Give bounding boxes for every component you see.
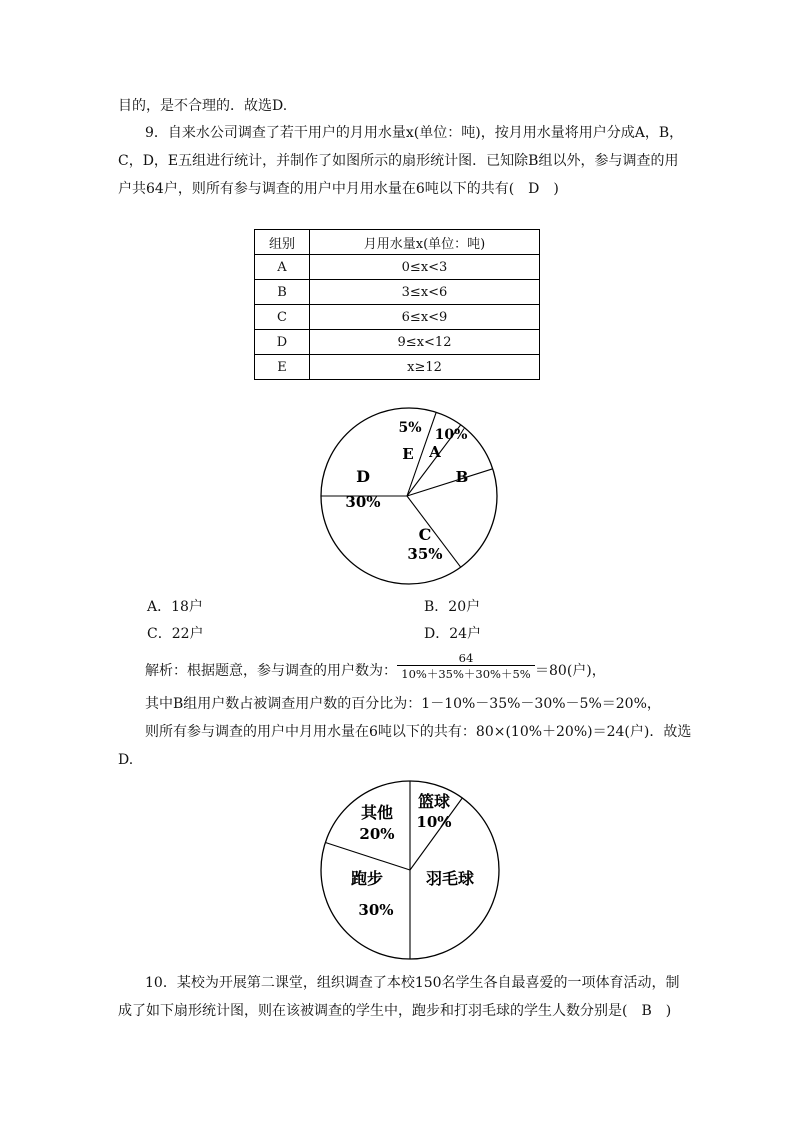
solution-suffix: ＝80(户)，	[535, 663, 606, 679]
pie-label-b: B	[455, 468, 469, 486]
solution-line-2: 其中B组用户数占被调查用户数的百分比为：1－10%－35%－30%－5%＝20%，	[145, 696, 661, 712]
table-row	[255, 255, 540, 280]
table-header-water: 月用水量x(单位：吨)	[310, 230, 540, 255]
table-cell-range: x≥12	[310, 355, 540, 380]
sports-pie-chart	[316, 776, 506, 966]
pie-label-running-percent: 30%	[358, 901, 394, 919]
pie-label-c-percent: 35%	[407, 545, 443, 563]
table-cell-range: 3≤x<6	[310, 280, 540, 305]
pie-label-other-percent: 20%	[359, 825, 395, 843]
pie-label-basketball: 篮球	[417, 792, 451, 811]
table-cell-group: C	[255, 305, 310, 330]
fraction-numerator: 64	[458, 651, 474, 665]
table-cell-range: 9≤x<12	[310, 330, 540, 355]
pie-label-running: 跑步	[350, 869, 384, 888]
question-9-line-2: C，D，E五组进行统计，并制作了如图所示的扇形统计图．已知除B组以外，参与调查的用	[118, 153, 679, 169]
table-row	[255, 280, 540, 305]
solution-prefix: 解析：根据题意，参与调查的用户数为：	[145, 663, 397, 679]
pie-label-a-percent: 10%	[434, 427, 468, 443]
pie-label-c: C	[418, 525, 432, 544]
question-9-line-3: 户共64户，则所有参与调查的用户中月用水量在6吨以下的共有( D )	[118, 181, 559, 197]
pie-label-a: A	[429, 443, 441, 461]
table-header-row	[255, 230, 540, 255]
table-cell-range: 6≤x<9	[310, 305, 540, 330]
question-10-line-2: 成了如下扇形统计图，则在该被调查的学生中，跑步和打羽毛球的学生人数分别是( B )	[118, 1003, 672, 1019]
table-header-group: 组别	[255, 230, 310, 255]
pie-label-d: D	[356, 467, 370, 486]
water-usage-pie-chart	[315, 404, 505, 594]
pie-label-e: E	[402, 445, 414, 463]
solution-line-4: D.	[118, 752, 134, 768]
pie-label-other: 其他	[360, 803, 394, 822]
option-a: A．18户	[147, 599, 203, 615]
table-cell-group: A	[255, 255, 310, 280]
solution-line-3: 则所有参与调查的用户中月用水量在6吨以下的共有：80×(10%＋20%)＝24(户)．故选	[145, 724, 692, 740]
option-b: B．20户	[424, 599, 481, 615]
question-9-line-1: 9．自来水公司调查了若干用户的月用水量x(单位：吨)，按月用水量将用户分成A，B，	[145, 125, 684, 141]
table-row	[255, 305, 540, 330]
group-table	[254, 229, 540, 380]
question-10-line-1: 10．某校为开展第二课堂，组织调查了本校150名学生各自最喜爱的一项体育活动，制	[145, 975, 680, 991]
pie-label-e-percent: 5%	[398, 420, 422, 436]
option-d: D．24户	[424, 626, 482, 642]
table-cell-group: E	[255, 355, 310, 380]
solution-fraction	[397, 651, 535, 682]
pie-label-basketball-percent: 10%	[416, 813, 452, 831]
fraction-denominator: 10%＋35%＋30%＋5%	[397, 665, 535, 682]
previous-answer-tail: 目的，是不合理的．故选D.	[118, 98, 288, 114]
option-c: C．22户	[147, 626, 204, 642]
table-cell-group: B	[255, 280, 310, 305]
table-cell-range: 0≤x<3	[310, 255, 540, 280]
pie-label-d-percent: 30%	[345, 493, 381, 511]
table-row	[255, 330, 540, 355]
table-cell-group: D	[255, 330, 310, 355]
pie-label-badminton: 羽毛球	[425, 869, 475, 888]
table-row	[255, 355, 540, 380]
